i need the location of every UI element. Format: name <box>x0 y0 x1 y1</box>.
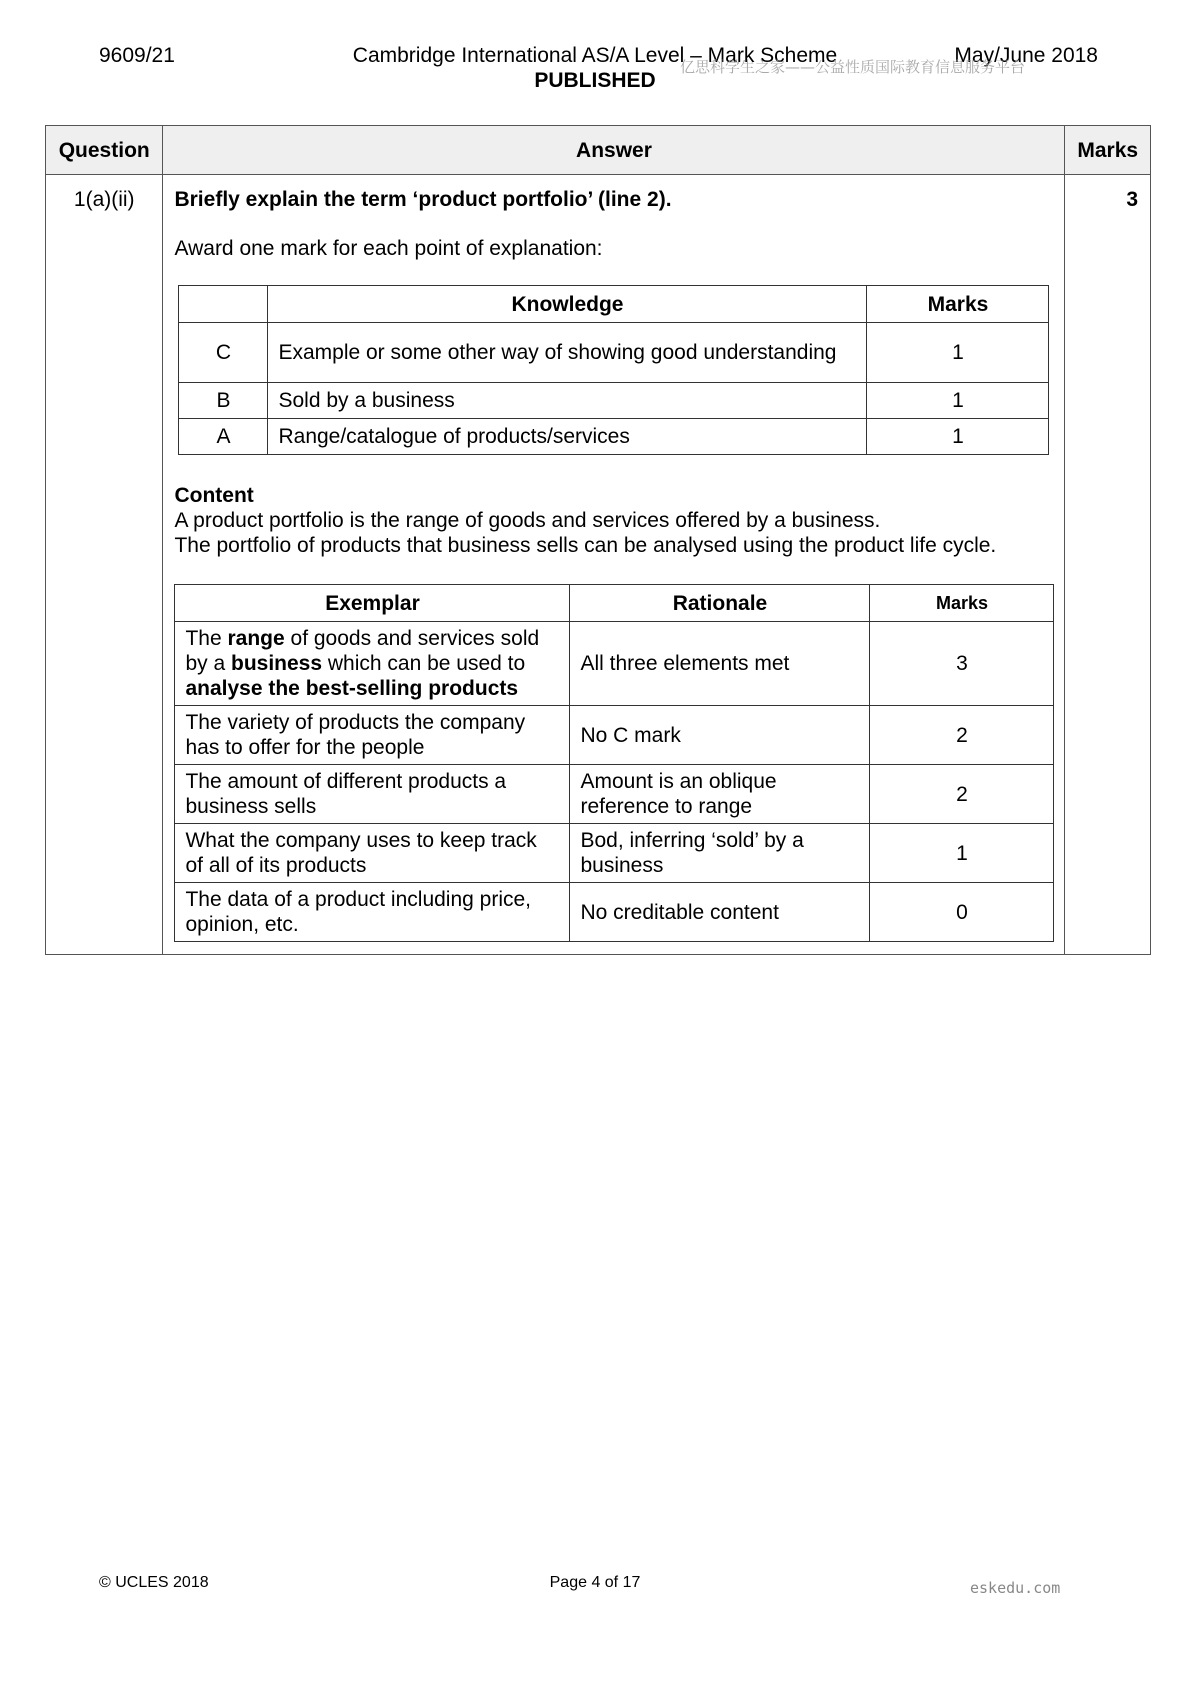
exemplar-mark: 3 <box>870 622 1054 706</box>
exemplar-rationale: Bod, inferring ‘sold’ by a business <box>570 824 870 883</box>
published-label: PUBLISHED <box>534 69 656 92</box>
document-title: Cambridge International AS/A Level – Mark Scheme <box>352 44 838 67</box>
exemplar-text-part: The <box>185 627 228 650</box>
exemplar-mark: 2 <box>870 706 1054 765</box>
paper-code: 9609/21 <box>99 44 175 67</box>
marks-column-header: Marks <box>1065 126 1151 175</box>
exemplar-text: What the company uses to keep track of all of its products <box>175 824 570 883</box>
exemplar-rationale: No C mark <box>570 706 870 765</box>
exemplar-rationale: No creditable content <box>570 883 870 942</box>
content-line: A product portfolio is the range of goods and services offered by a business. <box>174 509 881 532</box>
exemplar-text: The amount of different products a business sells <box>175 765 570 824</box>
answer-column-header: Answer <box>163 126 1065 175</box>
page-number: Page 4 of 17 <box>549 1574 641 1591</box>
copyright: © UCLES 2018 <box>99 1574 209 1591</box>
exemplar-row <box>175 883 1054 942</box>
award-instruction: Award one mark for each point of explanation: <box>174 237 603 260</box>
knowledge-level: A <box>179 419 268 455</box>
content-line: The portfolio of products that business sells can be analysed using the product life cycle. <box>174 534 997 557</box>
exemplar-text-part: which can be used to <box>322 652 526 675</box>
knowledge-text: Range/catalogue of products/services <box>268 419 867 455</box>
exemplar-text: The variety of products the company has to offer for the people <box>175 706 570 765</box>
knowledge-mark: 1 <box>867 323 1049 383</box>
exemplar-key-term: business <box>231 652 323 675</box>
knowledge-row <box>179 383 1049 419</box>
knowledge-row <box>179 419 1049 455</box>
knowledge-header-row <box>179 286 1049 323</box>
exemplar-text <box>175 622 570 706</box>
exemplar-rationale: Amount is an oblique reference to range <box>570 765 870 824</box>
knowledge-mark: 1 <box>867 419 1049 455</box>
exemplar-key-term: range <box>227 627 285 650</box>
exemplar-table <box>174 584 1054 942</box>
knowledge-header: Knowledge <box>268 286 867 323</box>
watermark-text: 亿思科学生之家——公益性质国际教育信息服务平台 <box>680 58 1026 76</box>
exemplar-key-term: analyse the best-selling products <box>185 677 519 700</box>
knowledge-mark: 1 <box>867 383 1049 419</box>
exemplar-mark: 1 <box>870 824 1054 883</box>
knowledge-level-header <box>179 286 268 323</box>
knowledge-level: B <box>179 383 268 419</box>
question-text: Briefly explain the term ‘product portfolio’ (line 2). <box>174 188 672 211</box>
exemplar-mark: 0 <box>870 883 1054 942</box>
knowledge-table <box>178 285 1049 455</box>
mark-scheme-table <box>45 125 1151 955</box>
site-watermark: eskedu.com <box>970 1579 1061 1597</box>
knowledge-level: C <box>179 323 268 383</box>
knowledge-text: Example or some other way of showing good understanding <box>268 323 867 383</box>
question-number: 1(a)(ii) <box>46 175 163 955</box>
exemplar-row <box>175 706 1054 765</box>
exemplar-row <box>175 765 1054 824</box>
question-row <box>46 175 1151 955</box>
knowledge-row <box>179 323 1049 383</box>
question-marks: 3 <box>1065 175 1151 955</box>
exemplar-row <box>175 622 1054 706</box>
rationale-header: Rationale <box>570 585 870 622</box>
exemplar-mark: 2 <box>870 765 1054 824</box>
exemplar-header: Exemplar <box>175 585 570 622</box>
exemplar-rationale: All three elements met <box>570 622 870 706</box>
exemplar-text: The data of a product including price, opinion, etc. <box>175 883 570 942</box>
question-column-header: Question <box>46 126 163 175</box>
mark-scheme-header-row <box>46 126 1151 175</box>
knowledge-text: Sold by a business <box>268 383 867 419</box>
exemplar-header-row <box>175 585 1054 622</box>
answer-cell <box>163 175 1065 955</box>
exemplar-marks-header: Marks <box>870 585 1054 622</box>
exemplar-text-part: of goods and services sold by a <box>185 627 540 675</box>
content-heading: Content <box>174 484 254 507</box>
exam-session: May/June 2018 <box>954 44 1098 67</box>
knowledge-marks-header: Marks <box>867 286 1049 323</box>
exemplar-row <box>175 824 1054 883</box>
